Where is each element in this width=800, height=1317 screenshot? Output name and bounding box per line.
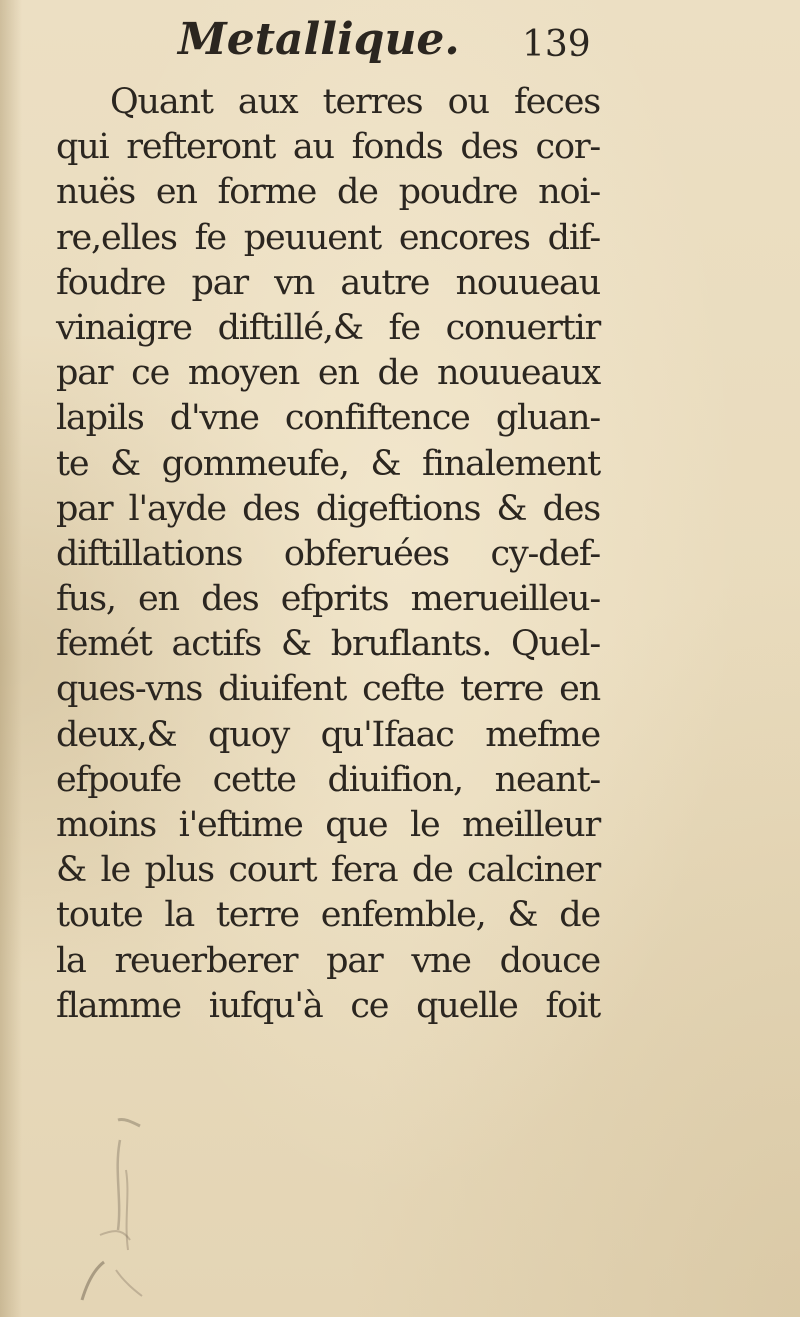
text-line: Quant aux terres ou feces [110,82,600,122]
running-title: Metallique. [178,14,460,65]
text-line: lapils d'vne confiftence gluan- [56,398,600,439]
text-line: & le plus court fera de calciner [56,850,600,891]
text-line: qui refteront au fonds des cor- [56,127,600,168]
body-text [56,80,600,1029]
text-line: femét actifs & bruflants. Quel- [56,624,600,665]
text-line: flamme iufqu'à ce quelle foit [56,985,600,1026]
text-line: deux,& quoy qu'Ifaac mefme [56,714,600,755]
text-line: ques-vns diuifent cefte terre en [56,669,600,710]
text-line: re,elles fe peuuent encores dif- [56,217,600,258]
text-line: fus, en des efprits merueilleu- [56,579,600,620]
text-line: efpoufe cette diuifion, neant- [56,759,600,800]
text-line: par l'ayde des digeftions & des [56,488,600,529]
page-gutter-shadow [0,0,22,1317]
text-line: toute la terre enfemble, & de [56,895,600,936]
text-line: diftillations obferuées cy-def- [56,533,600,574]
text-line: moins i'eftime que le meilleur [56,805,600,845]
text-line: par ce moyen en de nouueaux [56,353,600,394]
ink-show-through-marks [60,1100,200,1310]
page-number: 139 [522,24,591,65]
text-line: la reuerberer par vne douce [56,940,600,981]
text-line: vinaigre diftillé,& fe conuertir [56,307,600,348]
text-line: foudre par vn autre nouueau [56,262,600,303]
page-header [0,10,800,74]
text-line: te & gommeufe, & finalement [56,443,600,484]
text-line: nuës en forme de poudre noi- [56,172,600,213]
